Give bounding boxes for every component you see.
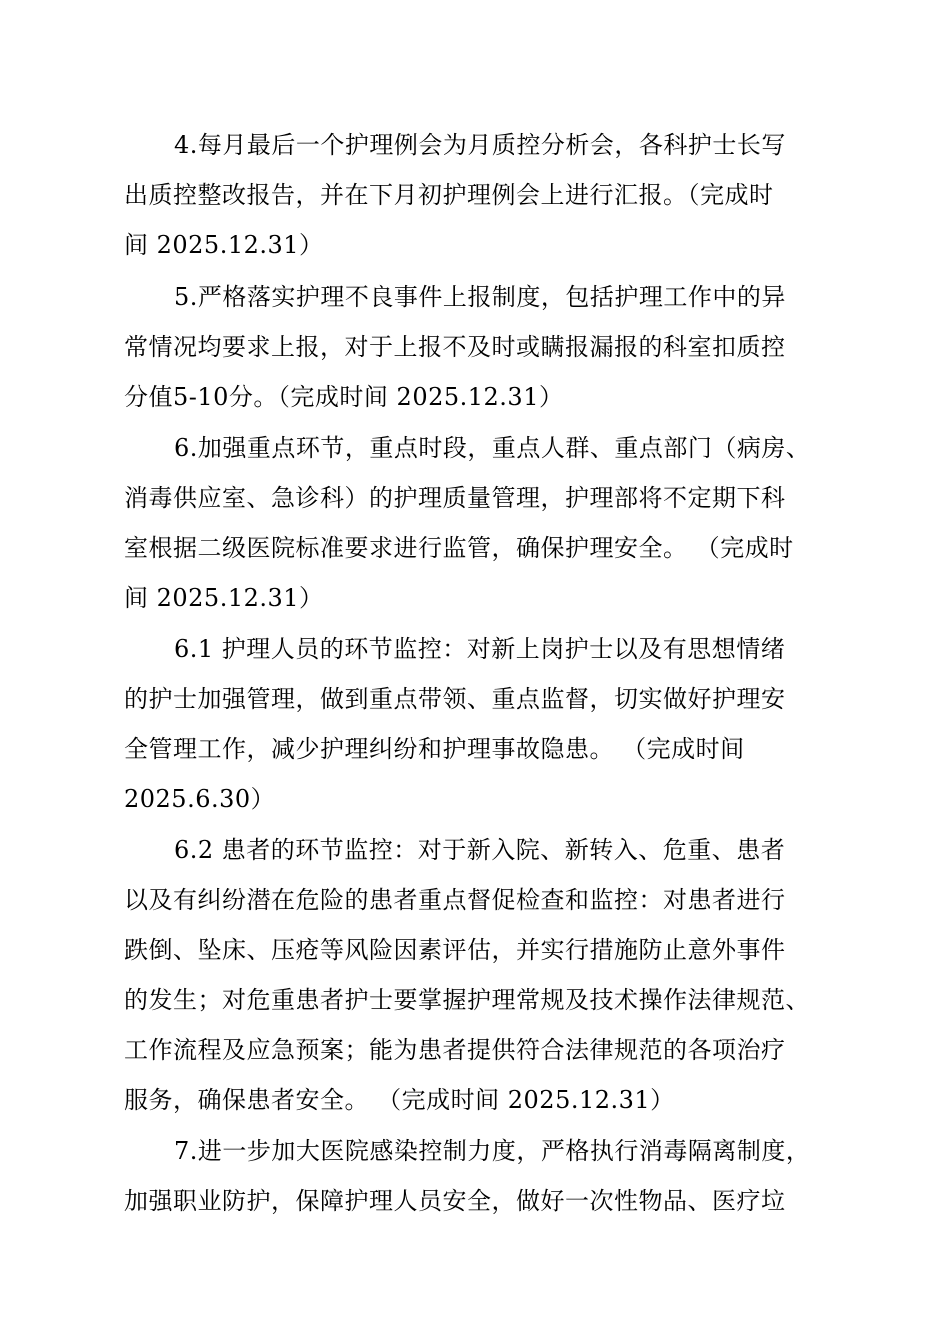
text-line: 出质控整改报告，并在下月初护理例会上进行汇报。（完成时 (124, 181, 774, 209)
text-line: 6.2 患者的环节监控：对于新入院、新转入、危重、患者 (174, 836, 786, 864)
text-line: 间 2025.12.31） (124, 231, 324, 259)
text-line: 工作流程及应急预案；能为患者提供符合法律规范的各项治疗 (124, 1036, 786, 1064)
text-line: 的发生；对危重患者护士要掌握护理常规及技术操作法律规范、 (124, 986, 810, 1014)
text-line: 消毒供应室、急诊科）的护理质量管理，护理部将不定期下科 (124, 484, 786, 512)
text-line: 以及有纠纷潜在危险的患者重点督促检查和监控：对患者进行 (124, 886, 786, 914)
text-line: 7.进一步加大医院感染控制力度，严格执行消毒隔离制度， (174, 1137, 811, 1165)
text-line: 6.1 护理人员的环节监控：对新上岗护士以及有思想情绪 (174, 635, 786, 663)
text-line: 4.每月最后一个护理例会为月质控分析会，各科护士长写 (174, 131, 786, 159)
text-line: 2025.6.30） (124, 785, 276, 813)
text-line: 6.加强重点环节，重点时段，重点人群、重点部门（病房、 (174, 434, 811, 462)
text-line: 全管理工作，减少护理纠纷和护理事故隐患。 （完成时间 (124, 735, 745, 763)
text-line: 跌倒、坠床、压疮等风险因素评估，并实行措施防止意外事件 (124, 936, 786, 964)
text-line: 的护士加强管理，做到重点带领、重点监督，切实做好护理安 (124, 685, 786, 713)
text-line: 5.严格落实护理不良事件上报制度，包括护理工作中的异 (174, 283, 786, 311)
text-line: 服务，确保患者安全。 （完成时间 2025.12.31） (124, 1086, 675, 1114)
text-line: 室根据二级医院标准要求进行监管，确保护理安全。 （完成时 (124, 534, 794, 562)
text-line: 加强职业防护，保障护理人员安全，做好一次性物品、医疗垃 (124, 1187, 786, 1215)
text-line: 分值5-10分。（完成时间 2025.12.31） (124, 383, 564, 411)
text-line: 常情况均要求上报，对于上报不及时或瞒报漏报的科室扣质控 (124, 333, 786, 361)
text-line: 间 2025.12.31） (124, 584, 324, 612)
